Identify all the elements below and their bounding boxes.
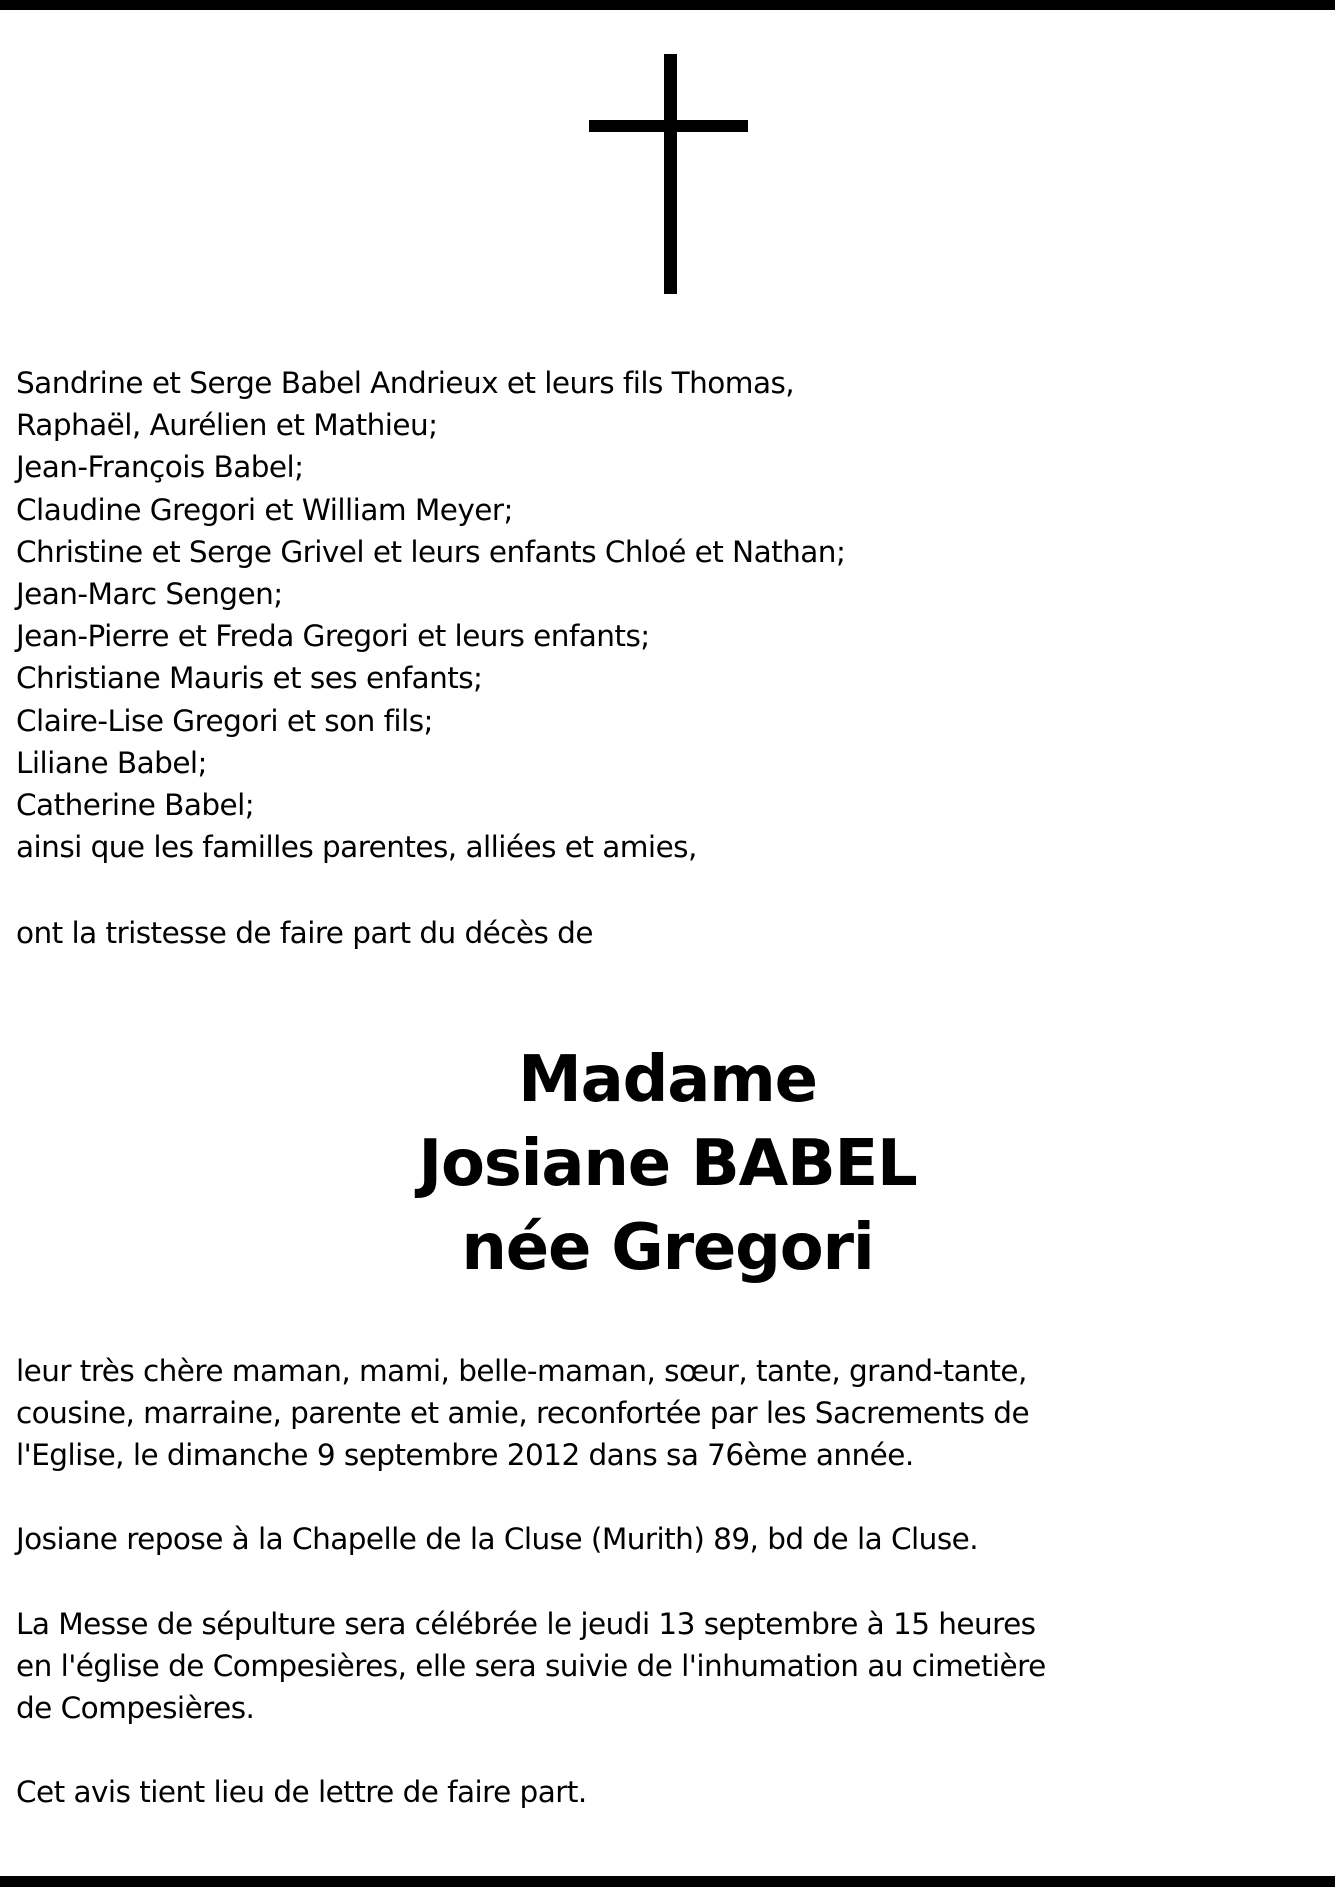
family-line: ainsi que les familles parentes, alliées et amies,	[16, 830, 697, 865]
family-line: Liliane Babel;	[16, 745, 207, 780]
family-line: Claudine Gregori et William Meyer;	[16, 492, 513, 527]
deceased-name-block	[0, 1038, 1335, 1290]
closing-text: Cet avis tient lieu de lettre de faire part.	[16, 1775, 587, 1809]
intro-text: ont la tristesse de faire part du décès de	[16, 916, 593, 950]
mass-line: La Messe de sépulture sera célébrée le jeudi 13 septembre à 15 heures	[16, 1607, 1036, 1641]
family-list	[16, 362, 845, 868]
family-line: Raphaël, Aurélien et Mathieu;	[16, 408, 438, 443]
family-line: Sandrine et Serge Babel Andrieux et leurs fils Thomas,	[16, 366, 795, 400]
bottom-border-rule	[0, 1876, 1335, 1887]
family-line: Christine et Serge Grivel et leurs enfants Chloé et Nathan;	[16, 534, 846, 569]
mass-line: de Compesières.	[16, 1691, 255, 1726]
tribute-line: l'Eglise, le dimanche 9 septembre 2012 dans sa 76ème année.	[16, 1438, 914, 1473]
family-line: Jean-Marc Sengen;	[16, 576, 283, 611]
cross-icon	[0, 0, 1335, 300]
family-line: Claire-Lise Gregori et son fils;	[16, 703, 433, 738]
family-line: Christiane Mauris et ses enfants;	[16, 661, 483, 696]
tribute-line: leur très chère maman, mami, belle-maman, sœur, tante, grand-tante,	[16, 1354, 1027, 1388]
family-line: Catherine Babel;	[16, 787, 255, 822]
cross-horizontal-bar	[589, 120, 748, 132]
announcement-intro	[16, 912, 593, 954]
tribute-line: cousine, marraine, parente et amie, reconfortée par les Sacrements de	[16, 1396, 1030, 1431]
deceased-title: Madame	[518, 1043, 817, 1117]
closing-paragraph	[16, 1771, 587, 1813]
tribute-paragraph	[16, 1350, 1029, 1477]
funeral-mass-paragraph	[16, 1603, 1046, 1730]
deceased-maiden-name: née Gregori	[461, 1211, 874, 1285]
deceased-name: Josiane BABEL	[418, 1127, 917, 1201]
family-line: Jean-François Babel;	[16, 450, 304, 485]
cross-vertical-bar	[664, 54, 677, 294]
family-line: Jean-Pierre et Freda Gregori et leurs enfants;	[16, 619, 650, 654]
repose-paragraph	[16, 1518, 978, 1560]
mass-line: en l'église de Compesières, elle sera suivie de l'inhumation au cimetière	[16, 1649, 1046, 1684]
repose-text: Josiane repose à la Chapelle de la Cluse (Murith) 89, bd de la Cluse.	[16, 1522, 979, 1556]
